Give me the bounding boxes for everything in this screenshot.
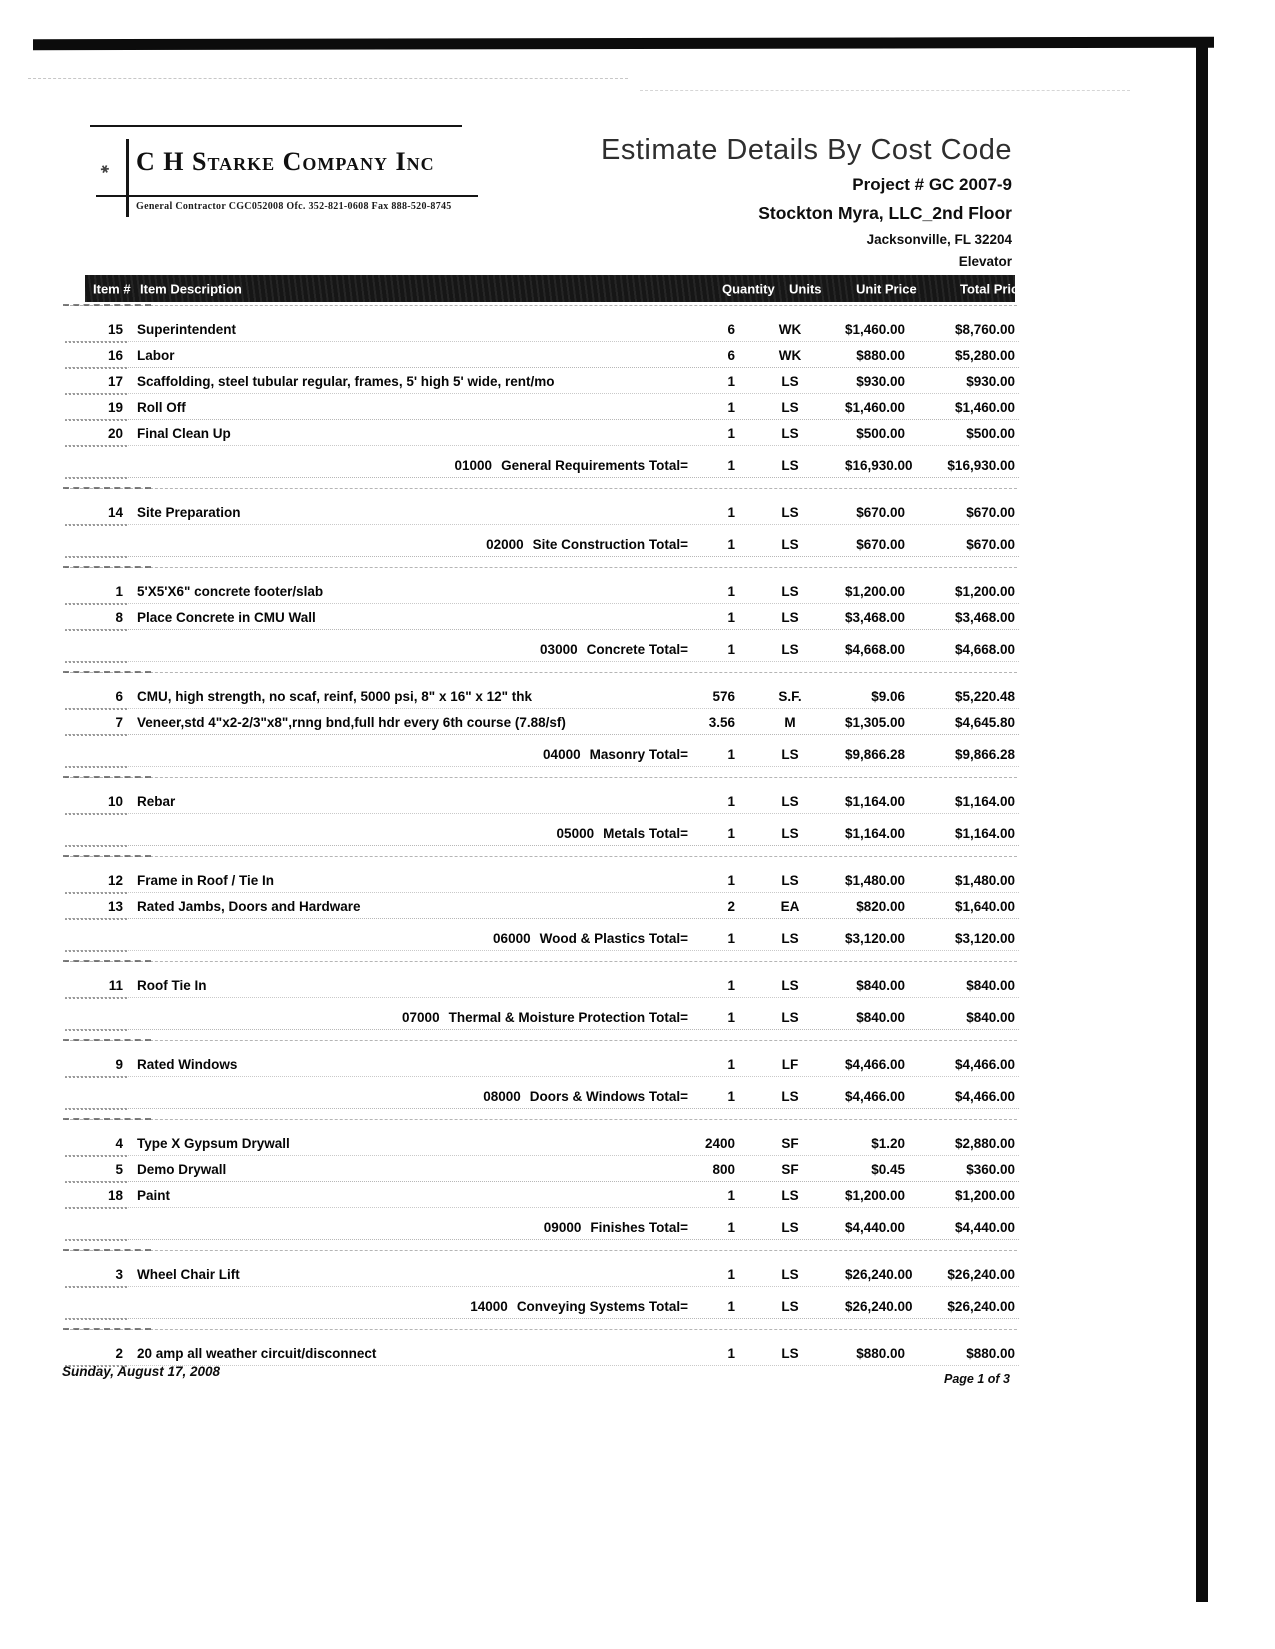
item-description-cell: Rated Windows xyxy=(137,1056,238,1072)
total-quantity-cell: 1 xyxy=(727,1219,735,1235)
item-total-price-cell: $360.00 xyxy=(966,1161,1015,1177)
cost-code-section xyxy=(85,867,1015,951)
total-units-cell: LS xyxy=(781,641,799,657)
item-units-cell: LS xyxy=(781,399,799,415)
scan-artifact-line xyxy=(640,90,1130,91)
item-total-price-cell: $2,880.00 xyxy=(954,1135,1015,1151)
item-unit-price-cell: $0.45 xyxy=(871,1161,905,1177)
table-body xyxy=(85,316,1015,1366)
item-number-cell: 10 xyxy=(107,793,123,809)
item-unit-price-cell: $26,240.00 xyxy=(845,1266,913,1282)
scan-smudge: ✱ xyxy=(97,162,112,178)
project-number: Project # GC 2007-9 xyxy=(852,175,1012,194)
item-quantity-cell: 1 xyxy=(727,793,735,809)
cost-code-total-label xyxy=(175,537,688,552)
total-total-price-cell: $9,866.28 xyxy=(954,746,1015,762)
logo-rule-vertical xyxy=(126,139,129,217)
item-number-cell: 6 xyxy=(115,688,123,704)
cost-code-total-row xyxy=(85,452,1015,478)
total-quantity-cell: 1 xyxy=(727,1298,735,1314)
item-description-cell: Paint xyxy=(137,1187,171,1203)
item-unit-price-cell: $670.00 xyxy=(856,504,905,520)
item-units-cell: EA xyxy=(780,898,800,914)
item-description-cell: Frame in Roof / Tie In xyxy=(137,872,275,888)
item-total-price-cell: $5,280.00 xyxy=(954,347,1015,363)
total-quantity-cell: 1 xyxy=(727,457,735,473)
total-unit-price-cell: $1,164.00 xyxy=(845,825,906,841)
total-units-cell: LS xyxy=(781,1298,799,1314)
cost-code-section xyxy=(85,972,1015,1030)
item-unit-price-cell: $930.00 xyxy=(856,373,905,389)
column-header-quantity: Quantity xyxy=(722,281,775,296)
total-total-price-cell: $670.00 xyxy=(966,536,1015,552)
item-units-cell: LS xyxy=(781,504,799,520)
cost-code-total-text: General Requirements Total= xyxy=(501,457,688,473)
cost-code-section xyxy=(85,1340,1015,1366)
total-unit-price-cell: $26,240.00 xyxy=(845,1298,913,1314)
item-number-cell: 14 xyxy=(107,504,123,520)
item-description-cell: Superintendent xyxy=(137,321,237,337)
item-number-cell: 17 xyxy=(107,373,123,389)
total-units-cell: LS xyxy=(781,1088,799,1104)
total-quantity-cell: 1 xyxy=(727,536,735,552)
item-unit-price-cell: $500.00 xyxy=(856,425,905,441)
cost-code-total-row xyxy=(85,1004,1015,1030)
item-description-cell: Rebar xyxy=(137,793,176,809)
cost-code-total-row xyxy=(85,636,1015,662)
cost-code-section xyxy=(85,1130,1015,1240)
item-units-cell: LS xyxy=(781,609,799,625)
cost-code: 02000 xyxy=(486,536,524,552)
item-unit-price-cell: $3,468.00 xyxy=(845,609,906,625)
item-description-cell: Final Clean Up xyxy=(137,425,231,441)
total-unit-price-cell: $16,930.00 xyxy=(845,457,913,473)
item-number-cell: 12 xyxy=(107,872,123,888)
total-total-price-cell: $16,930.00 xyxy=(947,457,1015,473)
item-units-cell: LS xyxy=(781,793,799,809)
estimate-item-row xyxy=(85,683,1015,709)
cost-code-section xyxy=(85,683,1015,767)
total-units-cell: LS xyxy=(781,1009,799,1025)
cost-code-total-row xyxy=(85,1214,1015,1240)
item-total-price-cell: $5,220.48 xyxy=(954,688,1015,704)
item-unit-price-cell: $840.00 xyxy=(856,977,905,993)
estimate-item-row xyxy=(85,342,1015,368)
total-total-price-cell: $4,440.00 xyxy=(954,1219,1015,1235)
estimate-item-row xyxy=(85,1156,1015,1182)
item-total-price-cell: $930.00 xyxy=(966,373,1015,389)
item-units-cell: LS xyxy=(781,583,799,599)
logo-rule-bottom xyxy=(96,195,478,197)
item-quantity-cell: 1 xyxy=(727,872,735,888)
estimate-item-row xyxy=(85,1261,1015,1287)
total-total-price-cell: $1,164.00 xyxy=(954,825,1015,841)
total-quantity-cell: 1 xyxy=(727,930,735,946)
item-units-cell: LS xyxy=(781,425,799,441)
cost-code: 09000 xyxy=(543,1219,582,1235)
cost-code: 07000 xyxy=(402,1009,440,1025)
item-number-cell: 5 xyxy=(115,1161,123,1177)
total-unit-price-cell: $4,440.00 xyxy=(845,1219,906,1235)
cost-code-total-text: Concrete Total= xyxy=(586,641,688,657)
estimate-item-row xyxy=(85,972,1015,998)
estimate-item-row xyxy=(85,604,1015,630)
item-quantity-cell: 1 xyxy=(727,1345,735,1361)
cost-code-total-label xyxy=(175,642,688,657)
item-description-cell: CMU, high strength, no scaf, reinf, 5000 psi, 8" x 16" x 12" thk xyxy=(137,688,533,704)
cost-code-section xyxy=(85,578,1015,662)
scan-artifact-line xyxy=(28,78,628,79)
item-number-cell: 13 xyxy=(107,898,123,914)
cost-code-total-text: Masonry Total= xyxy=(589,746,688,762)
cost-code-total-label xyxy=(175,1299,688,1314)
total-unit-price-cell: $9,866.28 xyxy=(845,746,906,762)
item-units-cell: LF xyxy=(781,1056,799,1072)
estimate-item-row xyxy=(85,788,1015,814)
cost-code-section xyxy=(85,316,1015,478)
scan-border-top xyxy=(33,37,1214,50)
cost-code: 05000 xyxy=(556,825,595,841)
item-total-price-cell: $1,480.00 xyxy=(954,872,1015,888)
item-unit-price-cell: $4,466.00 xyxy=(845,1056,906,1072)
item-description-cell: Scaffolding, steel tubular regular, frames, 5' high 5' wide, rent/mo xyxy=(137,373,555,389)
item-number-cell: 19 xyxy=(107,399,123,415)
document-header xyxy=(601,134,1012,269)
cost-code-total-label xyxy=(175,458,688,473)
item-quantity-cell: 576 xyxy=(712,688,735,704)
cost-code-total-row xyxy=(85,531,1015,557)
item-units-cell: LS xyxy=(781,1266,799,1282)
cost-code-total-row xyxy=(85,741,1015,767)
total-units-cell: LS xyxy=(781,1219,799,1235)
cost-code-total-label xyxy=(175,747,688,762)
total-quantity-cell: 1 xyxy=(727,1009,735,1025)
total-units-cell: LS xyxy=(781,536,799,552)
item-quantity-cell: 1 xyxy=(727,425,735,441)
item-total-price-cell: $1,164.00 xyxy=(954,793,1015,809)
item-total-price-cell: $880.00 xyxy=(966,1345,1015,1361)
item-units-cell: WK xyxy=(778,321,802,337)
item-total-price-cell: $670.00 xyxy=(966,504,1015,520)
item-number-cell: 3 xyxy=(115,1266,123,1282)
cost-code: 04000 xyxy=(543,746,581,762)
item-number-cell: 11 xyxy=(108,977,123,993)
item-unit-price-cell: $1,200.00 xyxy=(845,1187,906,1203)
total-total-price-cell: $3,120.00 xyxy=(954,930,1015,946)
total-quantity-cell: 1 xyxy=(727,1088,735,1104)
estimate-item-row xyxy=(85,499,1015,525)
estimate-item-row xyxy=(85,893,1015,919)
cost-code-section xyxy=(85,788,1015,846)
item-quantity-cell: 6 xyxy=(727,347,735,363)
cost-code-total-text: Conveying Systems Total= xyxy=(516,1298,688,1314)
cost-code-section xyxy=(85,1051,1015,1109)
estimate-item-row xyxy=(85,578,1015,604)
cost-code-total-text: Doors & Windows Total= xyxy=(529,1088,688,1104)
item-total-price-cell: $1,640.00 xyxy=(954,898,1015,914)
cost-code-total-text: Thermal & Moisture Protection Total= xyxy=(448,1009,688,1025)
total-total-price-cell: $4,466.00 xyxy=(954,1088,1015,1104)
total-units-cell: LS xyxy=(781,746,799,762)
item-total-price-cell: $500.00 xyxy=(966,425,1015,441)
total-unit-price-cell: $4,466.00 xyxy=(845,1088,906,1104)
item-number-cell: 8 xyxy=(115,609,123,625)
cost-code-total-label xyxy=(175,1220,688,1235)
total-unit-price-cell: $4,668.00 xyxy=(845,641,906,657)
estimate-item-row xyxy=(85,709,1015,735)
item-number-cell: 18 xyxy=(107,1187,123,1203)
item-total-price-cell: $1,460.00 xyxy=(954,399,1015,415)
estimate-item-row xyxy=(85,368,1015,394)
total-units-cell: LS xyxy=(781,457,799,473)
total-unit-price-cell: $670.00 xyxy=(856,536,905,552)
cost-code-total-text: Wood & Plastics Total= xyxy=(539,930,688,946)
estimate-item-row xyxy=(85,867,1015,893)
estimate-item-row xyxy=(85,1051,1015,1077)
total-total-price-cell: $4,668.00 xyxy=(954,641,1015,657)
item-quantity-cell: 1 xyxy=(727,1266,735,1282)
cost-code-total-label xyxy=(175,1010,688,1025)
item-unit-price-cell: $1,164.00 xyxy=(845,793,906,809)
item-units-cell: WK xyxy=(778,347,802,363)
estimate-item-row xyxy=(85,420,1015,446)
item-unit-price-cell: $1,305.00 xyxy=(845,714,906,730)
item-description-cell: Type X Gypsum Drywall xyxy=(137,1135,290,1151)
client-name: Stockton Myra, LLC_2nd Floor xyxy=(758,203,1012,223)
item-total-price-cell: $3,468.00 xyxy=(954,609,1015,625)
item-units-cell: M xyxy=(784,714,796,730)
item-unit-price-cell: $1,460.00 xyxy=(845,321,906,337)
item-number-cell: 9 xyxy=(115,1056,123,1072)
cost-code-total-text: Finishes Total= xyxy=(590,1219,688,1235)
cost-code-total-row xyxy=(85,925,1015,951)
item-total-price-cell: $26,240.00 xyxy=(947,1266,1015,1282)
column-header-units: Units xyxy=(789,281,822,296)
item-quantity-cell: 3.56 xyxy=(708,714,735,730)
item-number-cell: 16 xyxy=(107,347,123,363)
cost-code: 01000 xyxy=(454,457,493,473)
table-header-row xyxy=(85,275,1026,302)
item-number-cell: 7 xyxy=(115,714,123,730)
item-description-cell: Veneer,std 4"x2-2/3"x8",rnng bnd,full hdr every 6th course (7.88/sf) xyxy=(137,714,566,730)
cost-code-total-label xyxy=(175,826,688,841)
item-quantity-cell: 1 xyxy=(727,504,735,520)
footer-date: Sunday, August 17, 2008 xyxy=(62,1364,221,1379)
estimate-item-row xyxy=(85,1340,1015,1366)
item-unit-price-cell: $880.00 xyxy=(856,347,905,363)
item-description-cell: Labor xyxy=(137,347,175,363)
item-number-cell: 2 xyxy=(115,1345,123,1361)
item-description-cell: Place Concrete in CMU Wall xyxy=(137,609,316,625)
cost-code: 06000 xyxy=(493,930,531,946)
item-total-price-cell: $4,645.80 xyxy=(954,714,1015,730)
scan-border-right xyxy=(1196,44,1208,1602)
item-quantity-cell: 1 xyxy=(727,583,735,599)
total-unit-price-cell: $840.00 xyxy=(856,1009,905,1025)
item-unit-price-cell: $880.00 xyxy=(856,1345,905,1361)
total-total-price-cell: $26,240.00 xyxy=(947,1298,1015,1314)
item-unit-price-cell: $1,200.00 xyxy=(845,583,906,599)
footer-page-number: Page 1 of 3 xyxy=(944,1372,1010,1386)
item-number-cell: 20 xyxy=(107,425,123,441)
item-units-cell: LS xyxy=(781,1345,799,1361)
item-unit-price-cell: $1,460.00 xyxy=(845,399,906,415)
item-description-cell: Roof Tie In xyxy=(137,977,207,993)
item-quantity-cell: 6 xyxy=(727,321,735,337)
document-title: Estimate Details By Cost Code xyxy=(601,134,1012,166)
item-unit-price-cell: $1.20 xyxy=(871,1135,905,1151)
estimate-item-row xyxy=(85,394,1015,420)
item-quantity-cell: 1 xyxy=(727,609,735,625)
item-quantity-cell: 2400 xyxy=(704,1135,735,1151)
item-units-cell: LS xyxy=(781,1187,799,1203)
item-number-cell: 1 xyxy=(115,583,123,599)
project-location: Jacksonville, FL 32204 xyxy=(866,232,1012,247)
column-header-item-number: Item # xyxy=(93,281,131,296)
cost-code: 08000 xyxy=(483,1088,521,1104)
cost-code: 03000 xyxy=(540,641,578,657)
item-description-cell: 20 amp all weather circuit/disconnect xyxy=(137,1345,377,1361)
cost-code-total-row xyxy=(85,1083,1015,1109)
item-unit-price-cell: $1,480.00 xyxy=(845,872,906,888)
column-header-unit-price: Unit Price xyxy=(856,281,917,296)
cost-code-section xyxy=(85,499,1015,557)
estimate-item-row xyxy=(85,316,1015,342)
cost-code-total-text: Metals Total= xyxy=(603,825,688,841)
estimate-item-row xyxy=(85,1182,1015,1208)
estimate-item-row xyxy=(85,1130,1015,1156)
cost-code-total-label xyxy=(175,931,688,946)
total-quantity-cell: 1 xyxy=(727,825,735,841)
item-units-cell: LS xyxy=(781,977,799,993)
item-total-price-cell: $840.00 xyxy=(966,977,1015,993)
item-total-price-cell: $1,200.00 xyxy=(954,1187,1015,1203)
item-quantity-cell: 1 xyxy=(727,1187,735,1203)
item-description-cell: 5'X5'X6" concrete footer/slab xyxy=(137,583,324,599)
item-units-cell: SF xyxy=(781,1161,799,1177)
item-total-price-cell: $8,760.00 xyxy=(954,321,1015,337)
item-quantity-cell: 1 xyxy=(727,399,735,415)
item-units-cell: LS xyxy=(781,373,799,389)
company-tagline: General Contractor CGC052008 Ofc. 352-821-0608 Fax 888-520-8745 xyxy=(136,201,452,212)
item-units-cell: S.F. xyxy=(778,688,802,704)
cost-code: 14000 xyxy=(470,1298,508,1314)
total-units-cell: LS xyxy=(781,930,799,946)
total-total-price-cell: $840.00 xyxy=(966,1009,1015,1025)
column-header-description: Item Description xyxy=(140,281,242,296)
item-units-cell: LS xyxy=(781,872,799,888)
estimate-table xyxy=(85,275,1026,1366)
logo-rule-top xyxy=(90,125,462,127)
column-header-total-price: Total Price xyxy=(960,281,1026,296)
item-unit-price-cell: $9.06 xyxy=(871,688,905,704)
item-total-price-cell: $1,200.00 xyxy=(954,583,1015,599)
total-quantity-cell: 1 xyxy=(727,641,735,657)
cost-code-total-row xyxy=(85,1293,1015,1319)
cost-code-total-label xyxy=(175,1089,688,1104)
total-quantity-cell: 1 xyxy=(727,746,735,762)
item-quantity-cell: 2 xyxy=(727,898,735,914)
item-description-cell: Site Preparation xyxy=(137,504,241,520)
item-total-price-cell: $4,466.00 xyxy=(954,1056,1015,1072)
company-name: C H Starke Company Inc xyxy=(136,147,435,176)
item-quantity-cell: 1 xyxy=(727,373,735,389)
item-quantity-cell: 1 xyxy=(727,977,735,993)
item-quantity-cell: 1 xyxy=(727,1056,735,1072)
project-area: Elevator xyxy=(958,254,1012,269)
item-description-cell: Demo Drywall xyxy=(137,1161,227,1177)
item-quantity-cell: 800 xyxy=(712,1161,735,1177)
total-units-cell: LS xyxy=(781,825,799,841)
item-number-cell: 15 xyxy=(107,321,123,337)
item-description-cell: Wheel Chair Lift xyxy=(137,1266,240,1282)
cost-code-total-text: Site Construction Total= xyxy=(532,536,688,552)
item-number-cell: 4 xyxy=(115,1135,123,1151)
item-unit-price-cell: $820.00 xyxy=(856,898,905,914)
cost-code-total-row xyxy=(85,820,1015,846)
item-units-cell: SF xyxy=(781,1135,799,1151)
total-unit-price-cell: $3,120.00 xyxy=(845,930,906,946)
item-description-cell: Roll Off xyxy=(137,399,186,415)
company-logo xyxy=(88,125,508,225)
item-description-cell: Rated Jambs, Doors and Hardware xyxy=(137,898,361,914)
cost-code-section xyxy=(85,1261,1015,1319)
